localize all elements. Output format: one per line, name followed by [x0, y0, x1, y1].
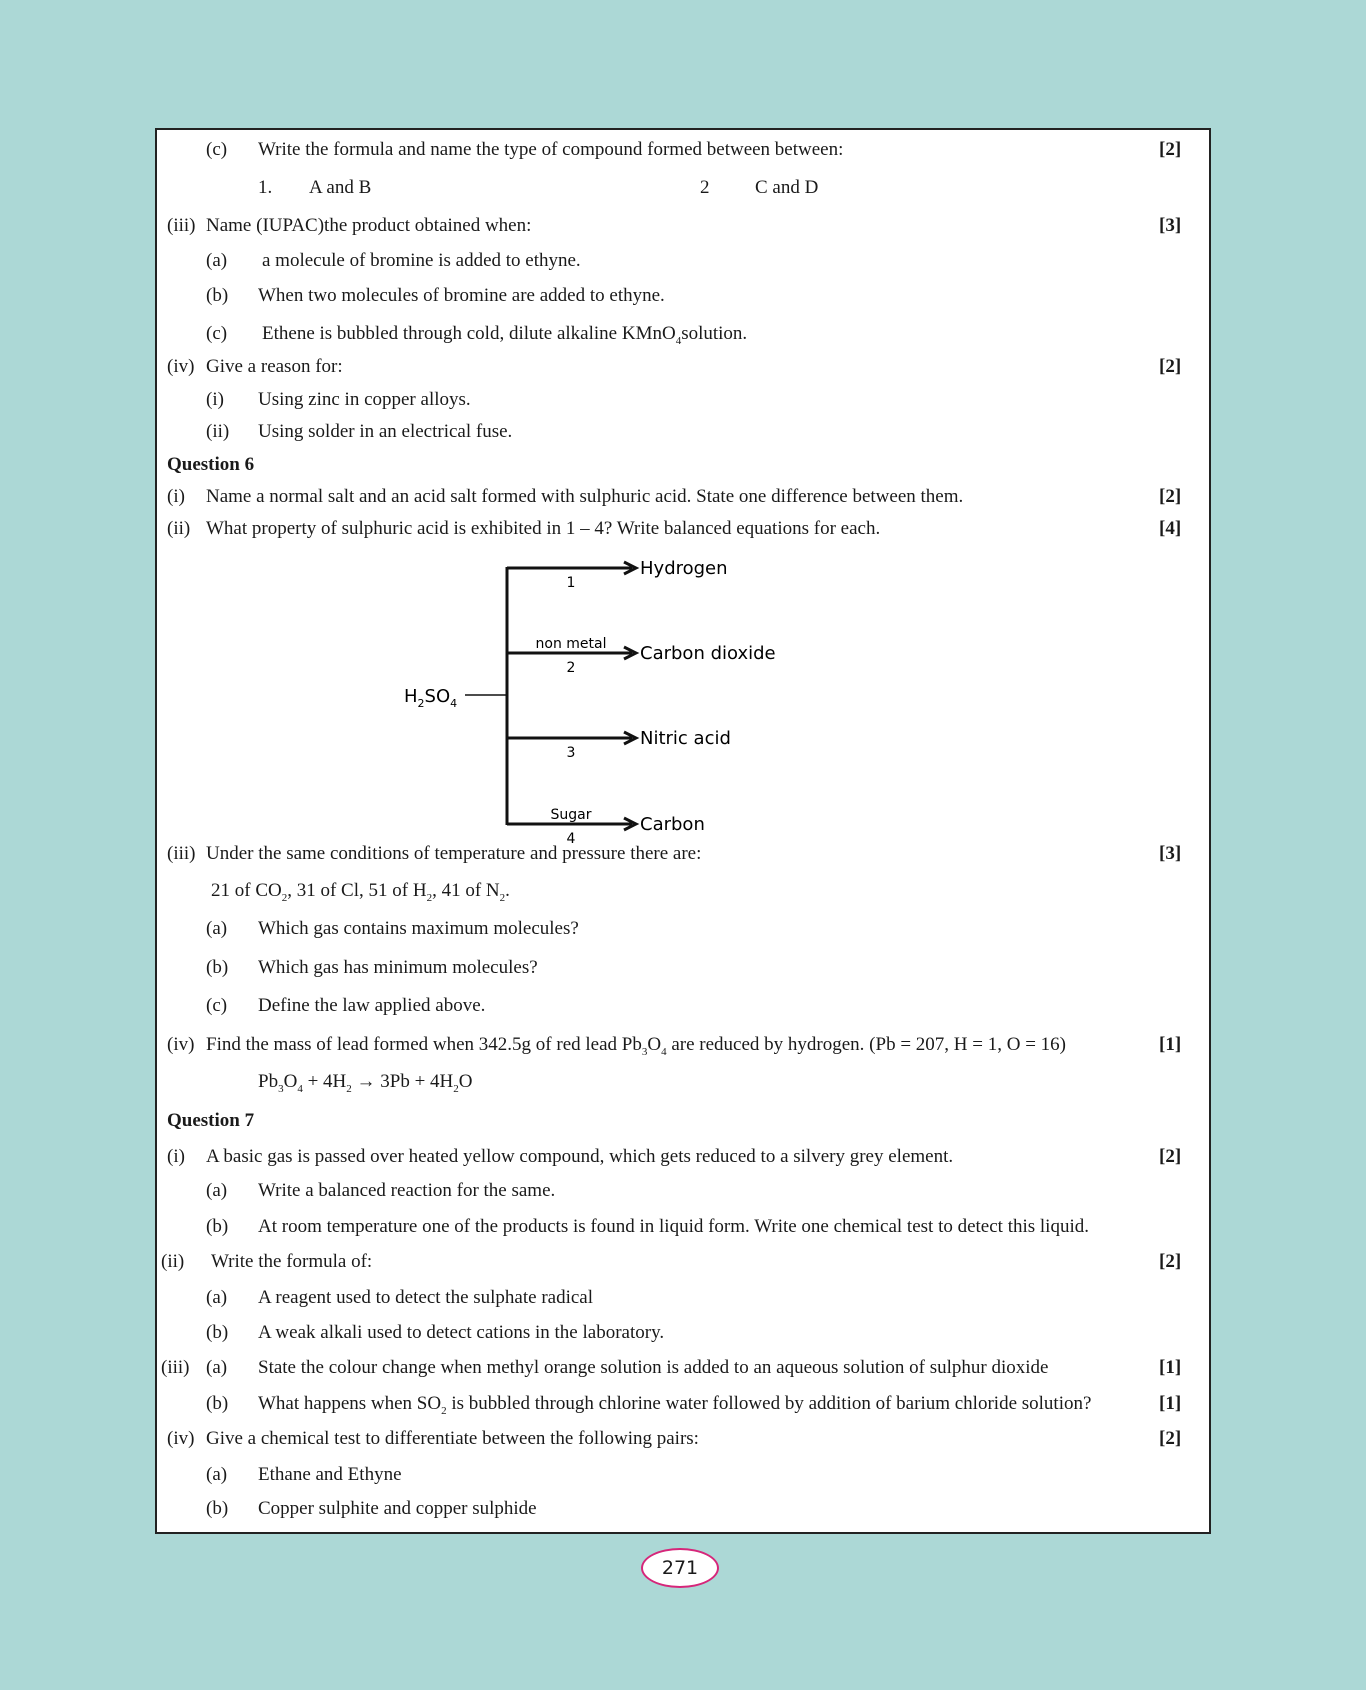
question-text: [206, 356, 343, 378]
text-segment: A weak alkali used to detect cations in the laboratory.: [258, 1322, 665, 1343]
item-label: (iii): [167, 843, 196, 864]
item-label: (c): [206, 323, 228, 344]
text-segment: + 4H: [302, 1071, 347, 1092]
item-label: (iv): [167, 356, 195, 377]
text-segment: O: [647, 1034, 662, 1055]
question-text: [262, 323, 747, 345]
marks-badge: [4]: [1159, 518, 1182, 539]
question-text: [206, 1146, 953, 1168]
marks-badge: [2]: [1159, 486, 1182, 507]
item-label: 1.: [258, 177, 273, 198]
text-segment: 21 of CO: [211, 880, 282, 901]
subscript: 2: [499, 892, 506, 904]
text-segment: C and D: [755, 177, 819, 198]
subscript: 3: [278, 1083, 284, 1095]
item-label: (a): [206, 1464, 228, 1485]
question-text: [309, 177, 371, 199]
question-text: [258, 421, 512, 443]
item-label: (b): [206, 1393, 229, 1414]
item-label: (a): [206, 1287, 228, 1308]
question-text: [258, 1216, 1089, 1238]
text-segment: Ethane and Ethyne: [258, 1464, 402, 1485]
text-segment: Copper sulphite and copper sulphide: [258, 1498, 537, 1519]
item-label: (b): [206, 957, 229, 978]
branch-product: Nitric acid: [640, 728, 731, 749]
question-text: [258, 1322, 664, 1344]
source-label: $H_2SO_4$: [404, 686, 458, 710]
text-segment: Give a reason for:: [206, 356, 343, 377]
text-segment: are reduced by hydrogen. (Pb = 207, H = 1, O = 16): [666, 1034, 1066, 1055]
text-segment: , 31 of Cl, 51 of H: [287, 880, 427, 901]
text-segment: O: [458, 1071, 473, 1092]
text-segment: Write a balanced reaction for the same.: [258, 1180, 556, 1201]
item-label: (i): [167, 1146, 185, 1167]
question-text: [258, 1464, 402, 1486]
marks-badge: [2]: [1159, 1428, 1182, 1449]
item-label: (a): [206, 918, 228, 939]
subscript: 3: [641, 1046, 648, 1058]
question-text: [258, 1180, 555, 1202]
question-text: [258, 918, 579, 940]
text-segment: a molecule of bromine is added to ethyne.: [262, 250, 581, 271]
question-text: [211, 880, 510, 902]
item-label: (ii): [167, 518, 191, 539]
text-segment: At room temperature one of the products is found in liquid form. Write one chemical test to detect this liquid.: [258, 1216, 1089, 1237]
item-sublabel: 2: [700, 177, 710, 198]
text-segment: Using zinc in copper alloys.: [258, 389, 471, 410]
subscript: 2: [281, 892, 288, 904]
item-label: (b): [206, 1216, 229, 1237]
text-segment: Which gas has minimum molecules?: [258, 957, 538, 978]
subscript: 4: [661, 1046, 667, 1058]
question-text: [258, 1287, 593, 1309]
question-text: [206, 215, 531, 237]
text-segment: Pb: [258, 1071, 279, 1092]
item-label: (iii): [161, 1357, 190, 1378]
text-segment: Name (IUPAC)the product obtained when:: [206, 215, 532, 236]
question-text: [755, 177, 818, 199]
question-text: [206, 843, 701, 865]
marks-badge: [3]: [1159, 843, 1182, 864]
question-text: [211, 1251, 372, 1273]
text-segment: Which gas contains maximum molecules?: [258, 918, 579, 939]
question-text: [258, 957, 538, 979]
subscript: 4: [297, 1083, 303, 1095]
item-label: (iv): [167, 1428, 195, 1449]
branch-product: Carbon dioxide: [640, 643, 776, 664]
branch-number: 4: [566, 831, 576, 847]
item-label: (a): [206, 1180, 228, 1201]
question-text: [206, 518, 880, 540]
subscript: 4: [675, 335, 682, 347]
question-text: [206, 486, 963, 508]
text-segment: A reagent used to detect the sulphate radical: [258, 1287, 594, 1308]
text-segment: Find the mass of lead formed when 342.5g of red lead Pb: [206, 1034, 642, 1055]
text-segment: Using solder in an electrical fuse.: [258, 421, 513, 442]
item-sublabel: (a): [206, 1357, 228, 1378]
text-segment: Ethene is bubbled through cold, dilute alkaline KMnO: [262, 323, 676, 344]
marks-badge: [3]: [1159, 215, 1182, 236]
question-heading: Question 6: [167, 454, 255, 475]
item-label: (ii): [206, 421, 230, 442]
text-segment: O: [283, 1071, 298, 1092]
marks-badge: [2]: [1159, 1251, 1182, 1272]
item-label: (iii): [167, 215, 196, 236]
subscript: 2: [453, 1083, 459, 1095]
item-label: (i): [167, 486, 185, 507]
text-segment: , 41 of N: [432, 880, 500, 901]
text-segment: solution.: [681, 323, 748, 344]
text-segment: Write the formula and name the type of compound formed between between:: [258, 139, 844, 160]
marks-badge: [2]: [1159, 139, 1182, 160]
text-segment: A and B: [309, 177, 372, 198]
branch-condition: non metal: [535, 636, 607, 652]
marks-badge: [1]: [1159, 1357, 1182, 1378]
text-segment: Under the same conditions of temperature and pressure there are:: [206, 843, 702, 864]
branch-condition: Sugar: [550, 807, 592, 823]
subscript: 2: [441, 1405, 447, 1417]
page-number: 271: [641, 1548, 719, 1588]
question-text: [258, 1071, 473, 1093]
marks-badge: [2]: [1159, 1146, 1182, 1167]
item-label: (b): [206, 1498, 229, 1519]
marks-badge: [2]: [1159, 356, 1182, 377]
question-heading: Question 7: [167, 1110, 255, 1131]
text-segment: Write the formula of:: [211, 1251, 373, 1272]
text-segment: Give a chemical test to differentiate between the following pairs:: [206, 1428, 699, 1449]
branch-number: 2: [566, 660, 576, 676]
branch-product: Hydrogen: [640, 558, 728, 579]
question-text: [206, 1034, 1066, 1056]
branch-number: 1: [566, 575, 576, 591]
item-label: (ii): [161, 1251, 185, 1272]
question-text: [258, 139, 843, 161]
text-segment: Name a normal salt and an acid salt formed with sulphuric acid. State one difference between them.: [206, 486, 964, 507]
text-segment: State the colour change when methyl orange solution is added to an aqueous solution of sulphur dioxide: [258, 1357, 1049, 1378]
subscript: 2: [346, 1083, 352, 1095]
text-segment: is bubbled through chlorine water followed by addition of barium chloride solution?: [446, 1393, 1092, 1414]
item-label: (iv): [167, 1034, 195, 1055]
branch-product: Carbon: [640, 814, 705, 835]
text-segment: When two molecules of bromine are added to ethyne.: [258, 285, 665, 306]
text-segment: .: [505, 880, 510, 901]
text-segment: What property of sulphuric acid is exhibited in 1 – 4? Write balanced equations for each.: [206, 518, 881, 539]
question-text: [258, 1357, 1048, 1379]
question-page: [155, 128, 1211, 1534]
text-segment: A basic gas is passed over heated yellow compound, which gets reduced to a silvery grey element.: [206, 1146, 954, 1167]
text-segment: What happens when SO: [258, 1393, 442, 1414]
item-label: (c): [206, 995, 228, 1016]
question-text: [258, 1393, 1091, 1415]
item-label: (a): [206, 250, 228, 271]
question-text: [206, 1428, 699, 1450]
question-text: [258, 285, 665, 307]
item-label: (i): [206, 389, 224, 410]
item-label: (c): [206, 139, 228, 160]
question-text: [258, 389, 471, 411]
branch-number: 3: [566, 745, 576, 761]
text-segment: Define the law applied above.: [258, 995, 486, 1016]
question-text: [258, 995, 485, 1017]
question-text: [258, 1498, 537, 1520]
question-text: [262, 250, 581, 272]
item-label: (b): [206, 285, 229, 306]
marks-badge: [1]: [1159, 1034, 1182, 1055]
text-segment: → 3Pb + 4H: [351, 1071, 454, 1092]
marks-badge: [1]: [1159, 1393, 1182, 1414]
subscript: 2: [426, 892, 433, 904]
item-label: (b): [206, 1322, 229, 1343]
